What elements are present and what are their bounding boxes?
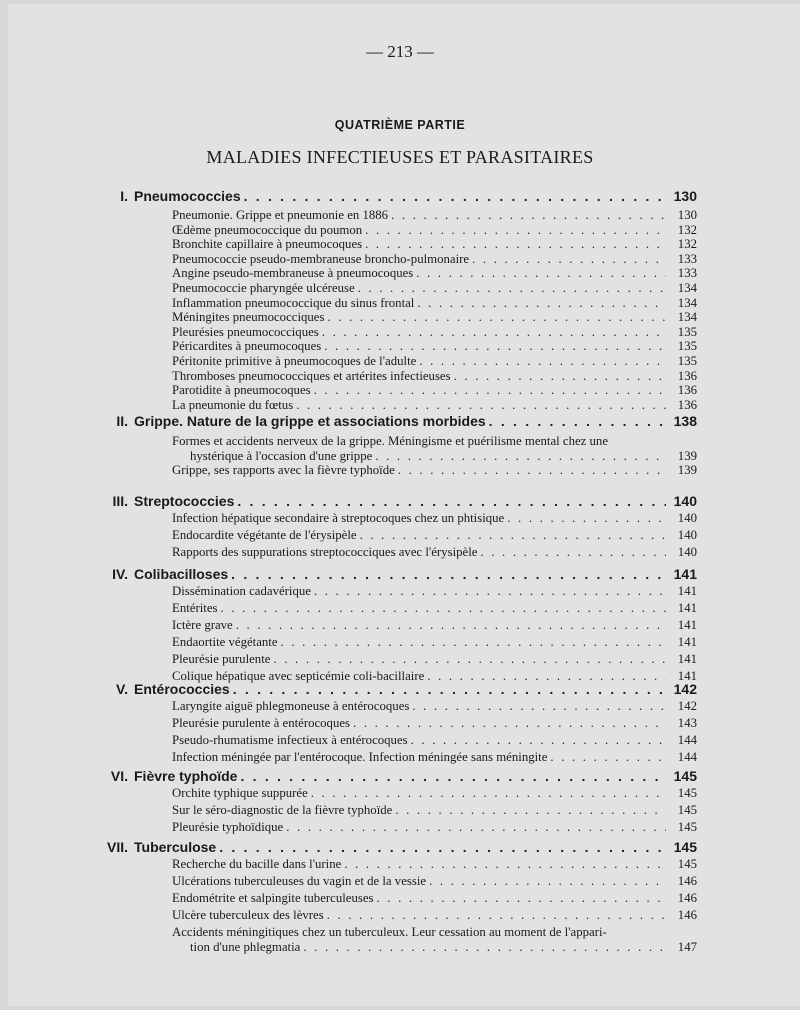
toc-item bbox=[172, 463, 697, 478]
section-number: VI. bbox=[110, 768, 128, 784]
dot-leader bbox=[314, 584, 666, 599]
dot-leader bbox=[314, 383, 666, 398]
toc-section bbox=[100, 839, 697, 855]
page-ref: 141 bbox=[677, 635, 697, 649]
page-ref: 136 bbox=[677, 397, 697, 412]
toc-item bbox=[172, 908, 697, 923]
toc-item-label: Péricardites à pneumocoques bbox=[172, 339, 322, 354]
page-ref: 135 bbox=[677, 324, 697, 339]
toc-item-label: Thromboses pneumococciques et artérites infectieuses bbox=[172, 368, 451, 383]
toc-item-first-line bbox=[172, 434, 697, 449]
section-title: Pneumococcies bbox=[134, 188, 241, 204]
dot-leader bbox=[233, 681, 666, 697]
page-ref: 136 bbox=[677, 368, 697, 383]
dot-leader bbox=[344, 857, 666, 872]
dot-leader bbox=[419, 354, 666, 369]
toc-section bbox=[100, 493, 697, 509]
section-number: III. bbox=[112, 493, 128, 509]
toc-item bbox=[172, 584, 697, 599]
page-ref: 134 bbox=[677, 295, 697, 310]
section-heading bbox=[100, 566, 228, 582]
dot-leader bbox=[236, 618, 666, 633]
page-ref: 140 bbox=[677, 511, 697, 525]
toc-item-label-continued: hystérique à l'occasion d'une grippe bbox=[190, 449, 373, 463]
dot-leader bbox=[303, 940, 666, 955]
toc-item bbox=[172, 252, 697, 267]
dot-leader bbox=[411, 733, 666, 748]
toc-item bbox=[172, 786, 697, 801]
toc-item-label: Ulcère tuberculeux des lèvres bbox=[172, 908, 324, 922]
page-ref: 146 bbox=[677, 908, 697, 922]
dot-leader bbox=[375, 449, 666, 464]
page-ref: 144 bbox=[677, 733, 697, 747]
dot-leader bbox=[365, 223, 666, 238]
toc-item bbox=[172, 618, 697, 633]
dot-leader bbox=[472, 252, 666, 267]
page-ref: 142 bbox=[677, 699, 697, 713]
toc-item-label: Endaortite végétante bbox=[172, 635, 278, 649]
toc-item bbox=[172, 652, 697, 667]
page-ref: 132 bbox=[677, 222, 697, 237]
page-ref: 138 bbox=[673, 413, 697, 429]
dot-leader bbox=[391, 208, 666, 223]
page-ref: 132 bbox=[677, 237, 697, 252]
dot-leader bbox=[324, 339, 666, 354]
toc-item-label: Entérites bbox=[172, 601, 218, 615]
toc-item bbox=[172, 310, 697, 325]
section-heading bbox=[100, 839, 216, 855]
toc-item-label: Orchite typhique suppurée bbox=[172, 786, 308, 800]
dot-leader bbox=[311, 786, 666, 801]
section-heading bbox=[100, 413, 486, 429]
page-ref: 141 bbox=[677, 652, 697, 666]
dot-leader bbox=[281, 635, 666, 650]
dot-leader bbox=[240, 768, 666, 784]
section-number: VII. bbox=[106, 839, 128, 855]
dot-leader bbox=[480, 545, 666, 560]
page-ref: 141 bbox=[677, 601, 697, 615]
dot-leader bbox=[395, 803, 666, 818]
toc-section bbox=[100, 768, 697, 784]
page-ref: 135 bbox=[677, 354, 697, 368]
toc-item-label: Sur le séro-diagnostic de la fièvre typhoïde bbox=[172, 803, 393, 817]
page-ref: 145 bbox=[677, 786, 697, 800]
section-title: Streptococcies bbox=[134, 493, 235, 509]
toc-item bbox=[172, 208, 697, 223]
section-number: IV. bbox=[112, 566, 128, 582]
toc-item bbox=[172, 750, 697, 765]
toc-item bbox=[172, 383, 697, 398]
toc-item bbox=[172, 820, 697, 835]
page-ref: 141 bbox=[673, 566, 697, 582]
toc-item bbox=[172, 545, 697, 560]
toc-item bbox=[190, 449, 697, 464]
toc-item-first-line bbox=[172, 925, 697, 940]
toc-item-label: Parotidite à pneumocoques bbox=[172, 383, 311, 398]
dot-leader bbox=[296, 398, 666, 413]
toc-item-label: Pneumococcie pharyngée ulcéreuse bbox=[172, 281, 355, 295]
page-ref: 134 bbox=[677, 281, 697, 295]
toc-item bbox=[172, 354, 697, 369]
toc-item-label: Infection méningée par l'entérocoque. Infection méningée sans méningite bbox=[172, 750, 548, 764]
toc-item bbox=[172, 339, 697, 354]
toc-section bbox=[100, 188, 697, 204]
toc-item-label: Ulcérations tuberculeuses du vagin et de la vessie bbox=[172, 874, 427, 888]
dot-leader bbox=[327, 908, 666, 923]
dot-leader bbox=[353, 716, 666, 731]
section-title: Tuberculose bbox=[134, 839, 217, 855]
page-ref: 141 bbox=[677, 618, 697, 632]
toc-item-label: Bronchite capillaire à pneumocoques bbox=[172, 237, 363, 252]
page-ref: 145 bbox=[673, 768, 697, 784]
toc-item bbox=[172, 803, 697, 818]
toc-item-label: Pleurésie typhoïdique bbox=[172, 820, 284, 834]
dot-leader bbox=[550, 750, 666, 765]
page-ref: 133 bbox=[677, 266, 697, 281]
page-ref: 140 bbox=[673, 493, 697, 509]
toc-item bbox=[172, 398, 697, 413]
section-title: Grippe. Nature de la grippe et associations morbides bbox=[134, 413, 486, 429]
page-ref: 145 bbox=[673, 839, 697, 855]
dot-leader bbox=[417, 296, 666, 311]
dot-leader bbox=[454, 369, 666, 384]
dot-leader bbox=[244, 188, 666, 204]
toc-item bbox=[172, 733, 697, 748]
section-number: II. bbox=[116, 413, 128, 429]
dot-leader bbox=[416, 266, 666, 281]
dot-leader bbox=[220, 601, 666, 616]
toc-section bbox=[100, 681, 697, 697]
toc-item-label: Accidents méningitiques chez un tuberculeux. Leur cessation au moment de l'appari- bbox=[172, 925, 607, 939]
main-title: MALADIES INFECTIEUSES ET PARASITAIRES bbox=[206, 147, 594, 167]
toc-item-label: Œdème pneumococcique du poumon bbox=[172, 222, 363, 237]
toc-item bbox=[172, 601, 697, 616]
section-heading bbox=[100, 768, 237, 784]
toc-item-label: Méningites pneumococciques bbox=[172, 310, 325, 325]
page-ref: 134 bbox=[677, 310, 697, 325]
page-ref: 145 bbox=[677, 803, 697, 817]
page-ref: 140 bbox=[677, 528, 697, 542]
toc-item-label: Formes et accidents nerveux de la grippe. Méningisme et puérilisme mental chez une bbox=[172, 434, 609, 448]
toc-item bbox=[172, 223, 697, 238]
toc-item bbox=[172, 874, 697, 889]
page-ref: 144 bbox=[677, 750, 697, 764]
part-title: QUATRIÈME PARTIE bbox=[334, 118, 466, 132]
toc-item-label: Ictère grave bbox=[172, 618, 233, 632]
toc-item bbox=[172, 699, 697, 714]
toc-item-label: Pleurésies pneumococciques bbox=[172, 324, 319, 339]
toc-item-label: Dissémination cadavérique bbox=[172, 584, 311, 598]
dot-leader bbox=[286, 820, 666, 835]
page-ref: 139 bbox=[677, 449, 697, 463]
toc-item bbox=[172, 281, 697, 296]
page-ref: 146 bbox=[677, 874, 697, 888]
page-ref: 130 bbox=[677, 208, 697, 222]
toc-item bbox=[190, 940, 697, 955]
toc-item bbox=[172, 296, 697, 311]
page-ref: 141 bbox=[677, 669, 697, 683]
toc-item-label: Rapports des suppurations streptococciques avec l'érysipèle bbox=[172, 545, 478, 559]
toc-item-label: Pleurésie purulente bbox=[172, 652, 271, 666]
dot-leader bbox=[365, 237, 666, 252]
section-heading bbox=[100, 681, 230, 697]
section-title: Fièvre typhoïde bbox=[134, 768, 238, 784]
toc-item bbox=[172, 237, 697, 252]
toc-item bbox=[172, 528, 697, 543]
dot-leader bbox=[507, 511, 666, 526]
dot-leader bbox=[489, 413, 666, 429]
toc-item-label: Angine pseudo-membraneuse à pneumocoques bbox=[172, 266, 414, 281]
page-ref: 140 bbox=[677, 545, 697, 559]
page-ref: 130 bbox=[673, 188, 697, 204]
section-title: Entérococcies bbox=[134, 681, 230, 697]
toc-item-label: Pseudo-rhumatisme infectieux à entérocoques bbox=[172, 733, 408, 747]
dot-leader bbox=[219, 839, 666, 855]
dot-leader bbox=[360, 528, 666, 543]
page-ref: 145 bbox=[677, 820, 697, 834]
page-ref: 147 bbox=[677, 940, 697, 954]
page-ref: 142 bbox=[673, 681, 697, 697]
toc-item-label: Pneumonie. Grippe et pneumonie en 1886 bbox=[172, 208, 389, 222]
toc-item-label: Inflammation pneumococcique du sinus frontal bbox=[172, 295, 415, 310]
dot-leader bbox=[322, 325, 666, 340]
page-ref: 143 bbox=[677, 716, 697, 730]
toc-item bbox=[172, 266, 697, 281]
dot-leader bbox=[377, 891, 667, 906]
page-number: — 213 — bbox=[366, 42, 434, 61]
toc-item-label: Endocardite végétante de l'érysipèle bbox=[172, 528, 357, 542]
toc-section bbox=[100, 566, 697, 582]
page-ref: 133 bbox=[677, 251, 697, 266]
page-ref: 135 bbox=[677, 339, 697, 354]
page-ref: 136 bbox=[677, 383, 697, 398]
dot-leader bbox=[231, 566, 666, 582]
page-ref: 145 bbox=[677, 857, 697, 871]
toc-item-label: Laryngite aiguë phlegmoneuse à entérocoques bbox=[172, 699, 410, 713]
toc-item bbox=[172, 635, 697, 650]
toc-item bbox=[172, 716, 697, 731]
toc-item-label: Endométrite et salpingite tuberculeuses bbox=[172, 891, 374, 905]
toc-item bbox=[172, 369, 697, 384]
toc-item bbox=[172, 857, 697, 872]
page-ref: 139 bbox=[677, 463, 697, 477]
dot-leader bbox=[273, 652, 666, 667]
toc-item-label: Colique hépatique avec septicémie coli-bacillaire bbox=[172, 669, 425, 683]
toc-item bbox=[172, 511, 697, 526]
toc-item-label: Grippe, ses rapports avec la fièvre typhoïde bbox=[172, 463, 395, 477]
section-number: V. bbox=[116, 681, 128, 697]
section-heading bbox=[100, 493, 234, 509]
toc-item-label: Pleurésie purulente à entérocoques bbox=[172, 716, 351, 730]
page-ref: 146 bbox=[677, 891, 697, 905]
toc-item bbox=[172, 891, 697, 906]
dot-leader bbox=[237, 493, 666, 509]
dot-leader bbox=[398, 463, 666, 478]
dot-leader bbox=[412, 699, 666, 714]
toc-item-label: Infection hépatique secondaire à streptocoques chez un phtisique bbox=[172, 511, 505, 525]
toc-item-label: La pneumonie du fœtus bbox=[172, 397, 294, 412]
toc-item-label: Pneumococcie pseudo-membraneuse broncho-pulmonaire bbox=[172, 251, 470, 266]
dot-leader bbox=[327, 310, 666, 325]
dot-leader bbox=[358, 281, 666, 296]
page-ref: 141 bbox=[677, 584, 697, 598]
section-heading bbox=[100, 188, 241, 204]
section-title: Colibacilloses bbox=[134, 566, 229, 582]
toc-section bbox=[100, 413, 697, 429]
toc-item-label: Recherche du bacille dans l'urine bbox=[172, 857, 342, 871]
dot-leader bbox=[429, 874, 666, 889]
toc-item-label: Péritonite primitive à pneumocoques de l'adulte bbox=[172, 354, 417, 368]
toc-item bbox=[172, 325, 697, 340]
section-number: I. bbox=[120, 188, 128, 204]
toc-item-label-continued: tion d'une phlegmatia bbox=[190, 940, 301, 954]
